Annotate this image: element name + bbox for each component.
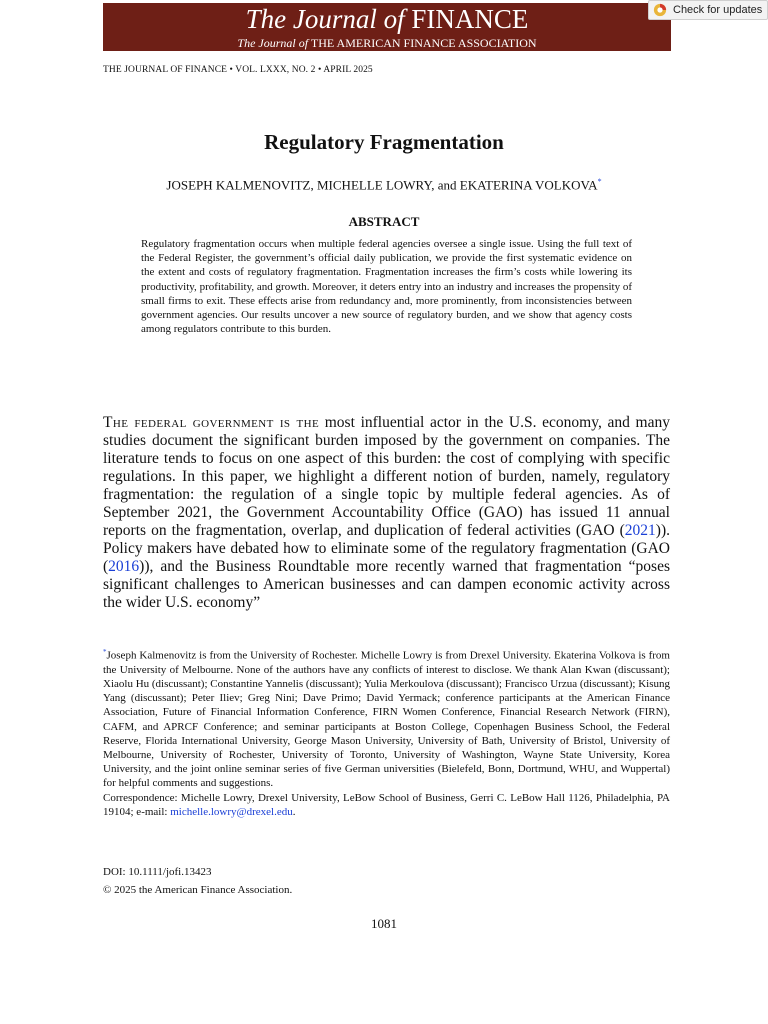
- citation-link[interactable]: 2021: [624, 522, 656, 539]
- footnote: *Joseph Kalmenovitz is from the University of Rochester. Michelle Lowry is from Drexel University. Ekaterina Volkova is from the University of Melbourne. None of the authors have any conflicts of interest to disclose. We thank Alan Kwan (discussant); Xiaolu Hu (discussant); Constantine Yannelis (discussant); Yulia Merkoulova (discussant); Francisco Urzua (discussant); Kisung Yang (discussant); Peter Iliev; Greg Nini; Dave Primo; David Yermack; conference participants at the American Finance Association, Future of Financial Information Conference, FIRN Women Conference, Financial Research Network (FIRN), CAFM, and APRCF Conference; and seminar participants at Boston College, Copenhagen Business School, the Federal Reserve, Florida International University, George Mason University, University of Bath, University of Bristol, University of Melbourne, University of Rochester, University of Toronto, University of Washington, Wayne State University, Korea University, and the joint online seminar series of five German universities (Bielefeld, Bonn, Dortmund, WHU, and Wuppertal) for helpful comments and suggestions. Correspondence: Michelle Lowry, Drexel University, LeBow School of Business, Gerri C. LeBow Hall 1126, Philadelphia, PA 19104; e-mail: michelle.lowry@drexel.edu.: [103, 648, 670, 818]
- page-number: 1081: [371, 916, 397, 931]
- masthead-title: The Journal of FINANCE: [245, 4, 529, 34]
- body-paragraph: The federal government is the most influential actor in the U.S. economy, and many studies document the significant burden imposed by the government on companies. The literature tends to focus on one aspect of this burden: the cost of complying with specific regulations. In this paper, we highlight a different notion of burden, namely, regulatory fragmentation: the regulation of a single topic by multiple federal agencies. As of September 2021, the Government Accountability Office (GAO) has issued 11 annual reports on the fragmentation, overlap, and duplication of federal activities (GAO (2021)). Policy makers have debated how to eliminate some of the regulatory fragmentation (GAO (2016)), and the Business Roundtable more recently warned that fragmentation “poses significant challenges to American businesses and can dampen economic activity across the wider U.S. economy”: [103, 414, 670, 611]
- email-link[interactable]: michelle.lowry@drexel.edu: [170, 805, 293, 818]
- check-updates-label: Check for updates: [673, 4, 763, 16]
- abstract-text: Regulatory fragmentation occurs when multiple federal agencies oversee a single issue. Using the full text of the Federal Register, the government’s official daily publication, we provide the first systematic evidence on the extent and costs of regulatory fragmentation. Fragmentation increases the firm’s costs while lowering its productivity, profitability, and growth. Moreover, it deters entry into an industry and increases the propensity of small firms to exit. These effects arise from redundancy and, more prominently, from inconsistencies between government agencies. Our results uncover a new source of regulatory burden, and we show that agency costs among regulators contribute to this burden.: [141, 238, 632, 336]
- masthead-subtitle: The Journal of THE AMERICAN FINANCE ASSOCIATION: [237, 36, 537, 50]
- citation-link[interactable]: 2016: [108, 558, 140, 575]
- author-list: JOSEPH KALMENOVITZ, MICHELLE LOWRY, and EKATERINA VOLKOVA*: [166, 177, 602, 193]
- author-footnote-mark[interactable]: *: [597, 177, 602, 186]
- running-head: THE JOURNAL OF FINANCE • VOL. LXXX, NO. 2 • APRIL 2025: [103, 65, 373, 75]
- journal-masthead: [103, 3, 671, 51]
- doi: DOI: 10.1111/jofi.13423: [103, 866, 212, 878]
- paper-title: Regulatory Fragmentation: [264, 130, 504, 154]
- abstract-heading: ABSTRACT: [348, 214, 420, 229]
- check-for-updates-button[interactable]: [648, 0, 768, 20]
- check-updates-icon: [653, 3, 667, 17]
- lead-in-small-caps: The federal government is the: [103, 414, 320, 431]
- copyright: © 2025 the American Finance Association.: [103, 884, 293, 896]
- footnote-mark: *: [103, 648, 107, 656]
